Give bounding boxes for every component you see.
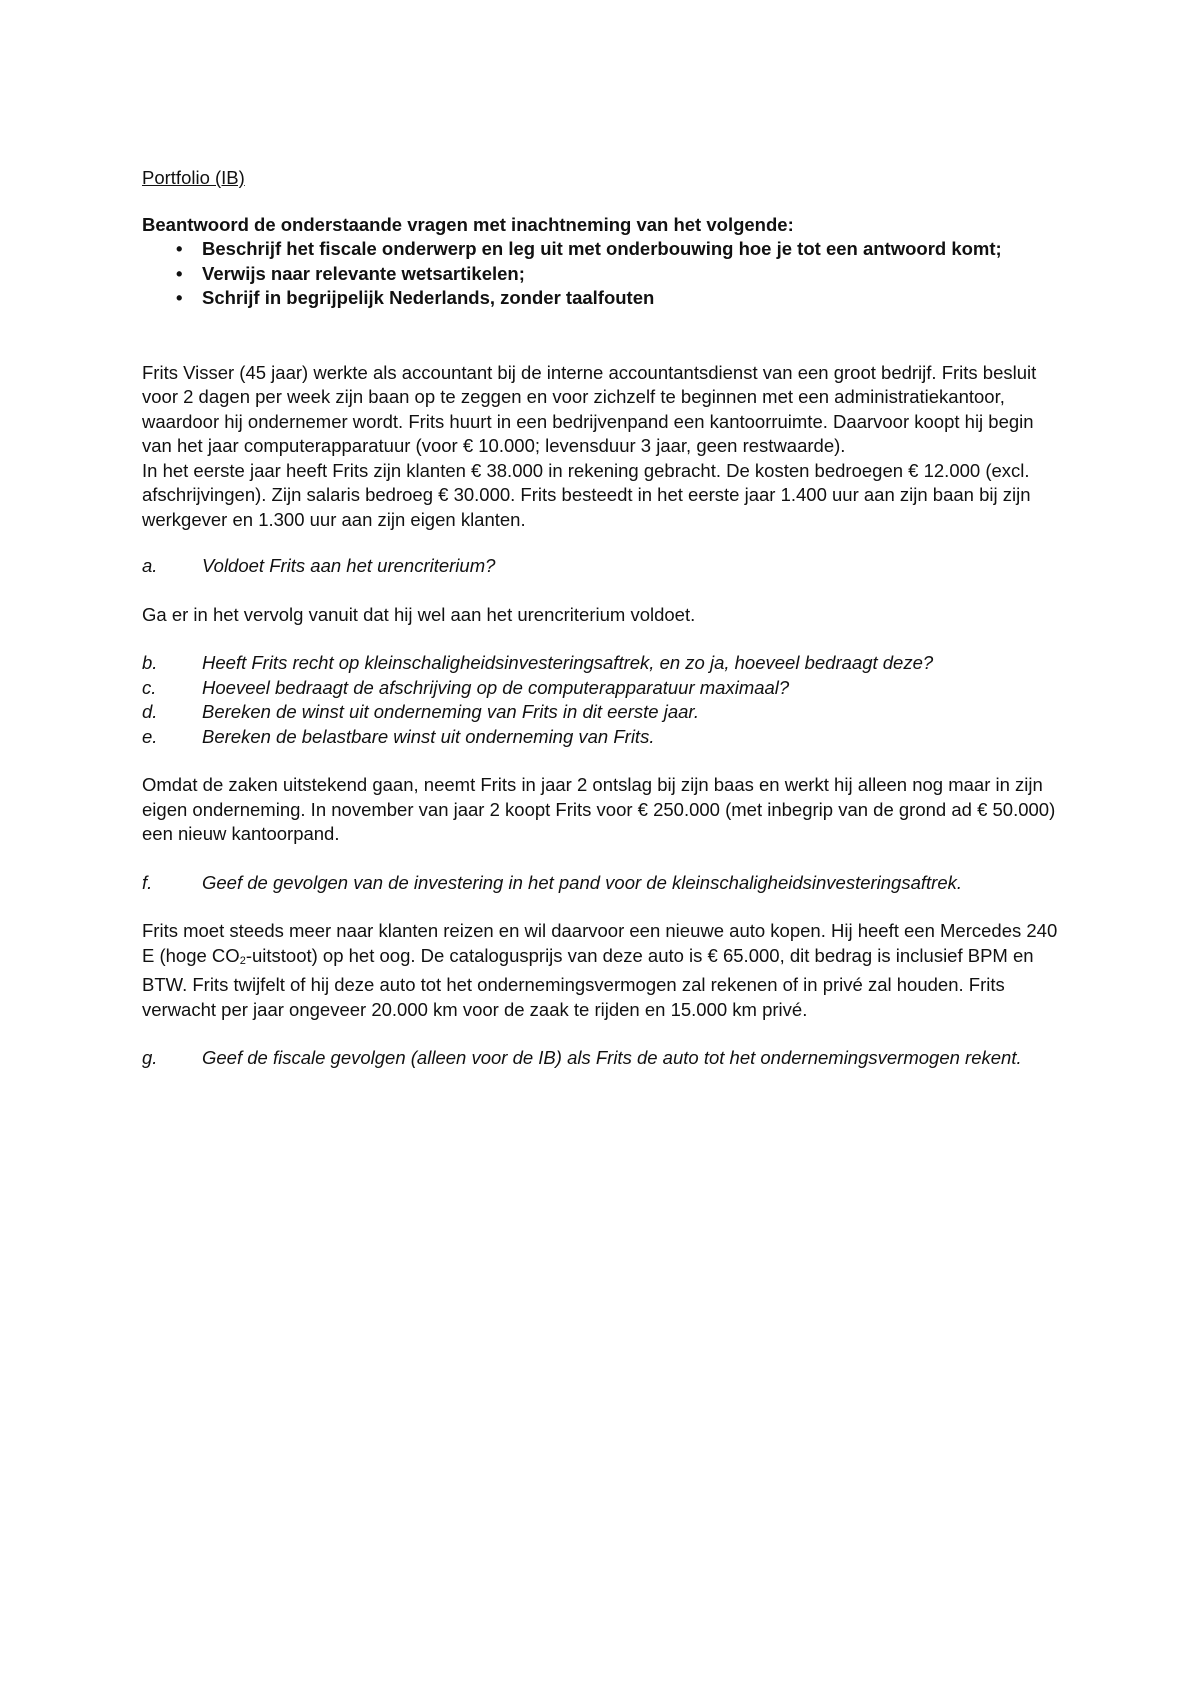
instructions-block <box>142 213 1062 311</box>
question-e-text: Bereken de belastbare winst uit onderneming van Frits. <box>202 725 655 747</box>
question-c-text: Hoeveel bedraagt de afschrijving op de computerapparatuur maximaal? <box>202 676 790 698</box>
assumption-text: Ga er in het vervolg vanuit dat hij wel aan het urencriterium voldoet. <box>142 603 696 625</box>
instruction-bullet-2: • Verwijs naar relevante wetsartikelen; <box>202 262 1062 287</box>
question-d-letter: d. <box>142 701 158 722</box>
question-e-letter: e. <box>142 725 158 747</box>
question-f-letter: f. <box>142 871 153 893</box>
question-a-letter: a. <box>142 555 158 576</box>
question-f-list <box>142 871 1062 896</box>
instruction-bullet-3: • Schrijf in begrijpelijk Nederlands, zonder taalfouten <box>202 286 1062 311</box>
question-a-text: Voldoet Frits aan het urencriterium? <box>202 555 496 576</box>
instruction-bullet-1: • Beschrijf het fiscale onderwerp en leg uit met onderbouwing hoe je tot een antwoord komt; <box>202 237 1062 262</box>
case-car-text-part-2: -uitstoot) op het oog. De catalogusprijs van deze auto is € 65.000, dit bedrag is inclusief BPM en BTW. Frits twijfelt of hij deze auto tot het ondernemingsvermogen zal rekenen of in privé zal houden. Frits verwacht per jaar ongeveer 20.000 km voor de zaak te rijden en 15.000 km privé. <box>142 944 1034 1020</box>
document-page <box>142 166 1062 1071</box>
question-b-letter: b. <box>142 652 158 673</box>
question-c <box>142 676 1062 701</box>
question-g <box>142 1046 1062 1071</box>
question-a-list <box>142 554 1062 579</box>
case-intro-paragraph-1: Frits Visser (45 jaar) werkte als accountant bij de interne accountantsdienst van een groot bedrijf. Frits besluit voor 2 dagen per week zijn baan op te zeggen en voor zichzelf te beginnen met een administratiekantoor, waardoor hij ondernemer wordt. Frits huurt in een bedrijvenpand een kantoorruimte. Daarvoor koopt hij begin van het jaar computerapparatuur (voor € 10.000; levensduur 3 jaar, geen restwaarde). <box>142 361 1037 456</box>
question-f <box>142 871 1062 896</box>
question-b-text: Heeft Frits recht op kleinschaligheidsinvesteringsaftrek, en zo ja, hoeveel bedraagt deze? <box>202 652 934 673</box>
question-d <box>142 700 1062 725</box>
question-c-letter: c. <box>142 676 157 698</box>
instructions-heading: Beantwoord de onderstaande vragen met inachtneming van het volgende: <box>142 213 794 235</box>
case-year-2-paragraph: Omdat de zaken uitstekend gaan, neemt Frits in jaar 2 ontslag bij zijn baas en werkt hij alleen nog maar in zijn eigen onderneming. In november van jaar 2 koopt Frits voor € 250.000 (met inbegrip van de grond ad € 50.000) een nieuw kantoorpand. <box>142 774 1056 844</box>
question-a <box>142 554 1062 579</box>
questions-b-e-list <box>142 651 1062 749</box>
question-g-list <box>142 1046 1062 1071</box>
case-car-paragraph <box>142 919 1062 1022</box>
document-title: Portfolio (IB) <box>142 167 245 188</box>
case-intro-paragraph-2: In het eerste jaar heeft Frits zijn klanten € 38.000 in rekening gebracht. De kosten bedroegen € 12.000 (excl. afschrijvingen). Zijn salaris bedroeg € 30.000. Frits besteedt in het eerste jaar 1.400 uur aan zijn baan bij zijn werkgever en 1.300 uur aan zijn eigen klanten. <box>142 459 1031 530</box>
question-g-letter: g. <box>142 1047 158 1068</box>
instructions-list <box>142 237 1062 311</box>
case-car-text-part-1: Frits moet steeds meer naar klanten reizen en wil daarvoor een nieuwe auto kopen. Hij heeft een Mercedes 240 E (hoge CO <box>142 920 1058 966</box>
question-f-text: Geef de gevolgen van de investering in het pand voor de kleinschaligheidsinvesteringsaftrek. <box>202 871 963 893</box>
question-e <box>142 725 1062 750</box>
case-intro <box>142 361 1062 533</box>
co2-subscript: 2 <box>239 954 246 967</box>
question-b <box>142 651 1062 676</box>
question-g-text: Geef de fiscale gevolgen (alleen voor de IB) als Frits de auto tot het ondernemingsvermogen rekent. <box>202 1047 1022 1068</box>
question-d-text: Bereken de winst uit onderneming van Frits in dit eerste jaar. <box>202 701 700 722</box>
